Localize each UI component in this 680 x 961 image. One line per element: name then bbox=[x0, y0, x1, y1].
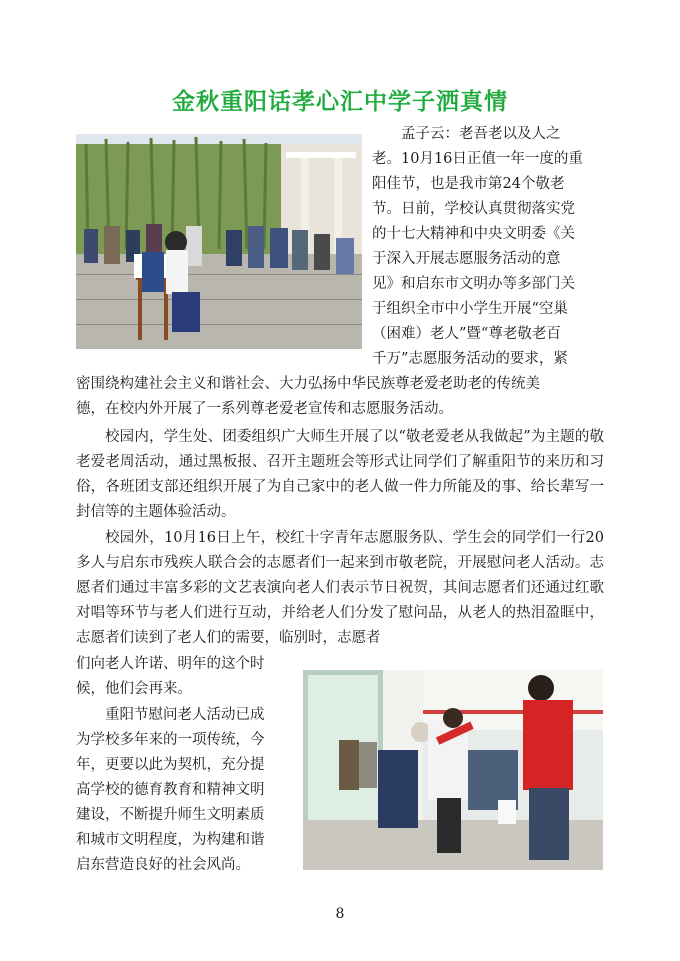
text-line: 的十七大精神和中央文明委《关 bbox=[372, 226, 575, 242]
paragraph-1-continuation bbox=[76, 372, 604, 422]
text-line: 建设，不断提升师生文明素质 bbox=[76, 807, 265, 823]
paragraph-3-continuation bbox=[76, 652, 298, 702]
text-line: 节。日前，学校认真贯彻落实党 bbox=[372, 201, 575, 217]
text-line: 德，在校内外开展了一系列尊老爱老宣传和志愿服务活动。 bbox=[76, 401, 453, 417]
paragraph-3 bbox=[76, 526, 604, 651]
text-line: 见》和启东市文明办等多部门关 bbox=[372, 276, 575, 292]
text-line: 重阳节慰问老人活动已成 bbox=[105, 707, 265, 723]
photo-volunteer-visit bbox=[303, 670, 603, 870]
text-line: 和城市文明程度，为构建和谐 bbox=[76, 832, 265, 848]
paragraph-1-right-column bbox=[372, 122, 604, 372]
photo-erhu-performance bbox=[76, 134, 362, 349]
text-line: 启东营造良好的社会风尚。 bbox=[76, 857, 250, 873]
text-line: 阳佳节，也是我市第24个敬老 bbox=[372, 176, 565, 192]
article-title: 金秋重阳话孝心汇中学子洒真情 bbox=[172, 89, 508, 115]
text-line: （困难）老人”暨“尊老敬老百 bbox=[372, 326, 561, 342]
text-line: 高学校的德育教育和精神文明 bbox=[76, 782, 265, 798]
text-line: 年，更要以此为契机，充分提 bbox=[76, 757, 265, 773]
paragraph-text: 校园内，学生处、团委组织广大师生开展了以“敬老爱老从我做起”为主题的敬老爱老周活动，通过黑板报、召开主题班会等形式让同学们了解重阳节的来历和习俗，各班团支部还组织开展了为自己家中的老人做一件力所能及的事、给长辈写一封信等的主题体验活动。 bbox=[76, 429, 604, 520]
text-line: 为学校多年来的一项传统，今 bbox=[76, 732, 265, 748]
text-line: 们向老人许诺、明年的这个时 bbox=[76, 656, 265, 672]
text-line: 密围绕构建社会主义和谐社会、大力弘扬中华民族尊老爱老助老的传统美 bbox=[76, 376, 540, 392]
text-line: 老。10月16日正值一年一度的重 bbox=[372, 151, 583, 167]
text-line: 孟子云：老吾老以及人之 bbox=[401, 126, 561, 142]
text-line: 于深入开展志愿服务活动的意 bbox=[372, 251, 561, 267]
text-line: 千万”志愿服务活动的要求，紧 bbox=[372, 351, 568, 367]
paragraph-2 bbox=[76, 425, 604, 525]
paragraph-text: 校园外，10月16日上午，校红十字青年志愿服务队、学生会的同学们一行20多人与启东市残疾人联合会的志愿者们一起来到市敬老院，开展慰问老人活动。志愿者们通过丰富多彩的文艺表演向老人们表示节日祝贺，其间志愿者们还通过红歌对唱等环节与老人们进行互动，并给老人们分发了慰问品，从老人的热泪盈眶中，志愿者们读到了老人们的需要，临别时，志愿者 bbox=[76, 530, 604, 646]
text-line: 候，他们会再来。 bbox=[76, 681, 192, 697]
paragraph-4 bbox=[76, 703, 298, 878]
text-line: 于组织全市中小学生开展“空巢 bbox=[372, 301, 568, 317]
page-number: 8 bbox=[335, 906, 345, 922]
